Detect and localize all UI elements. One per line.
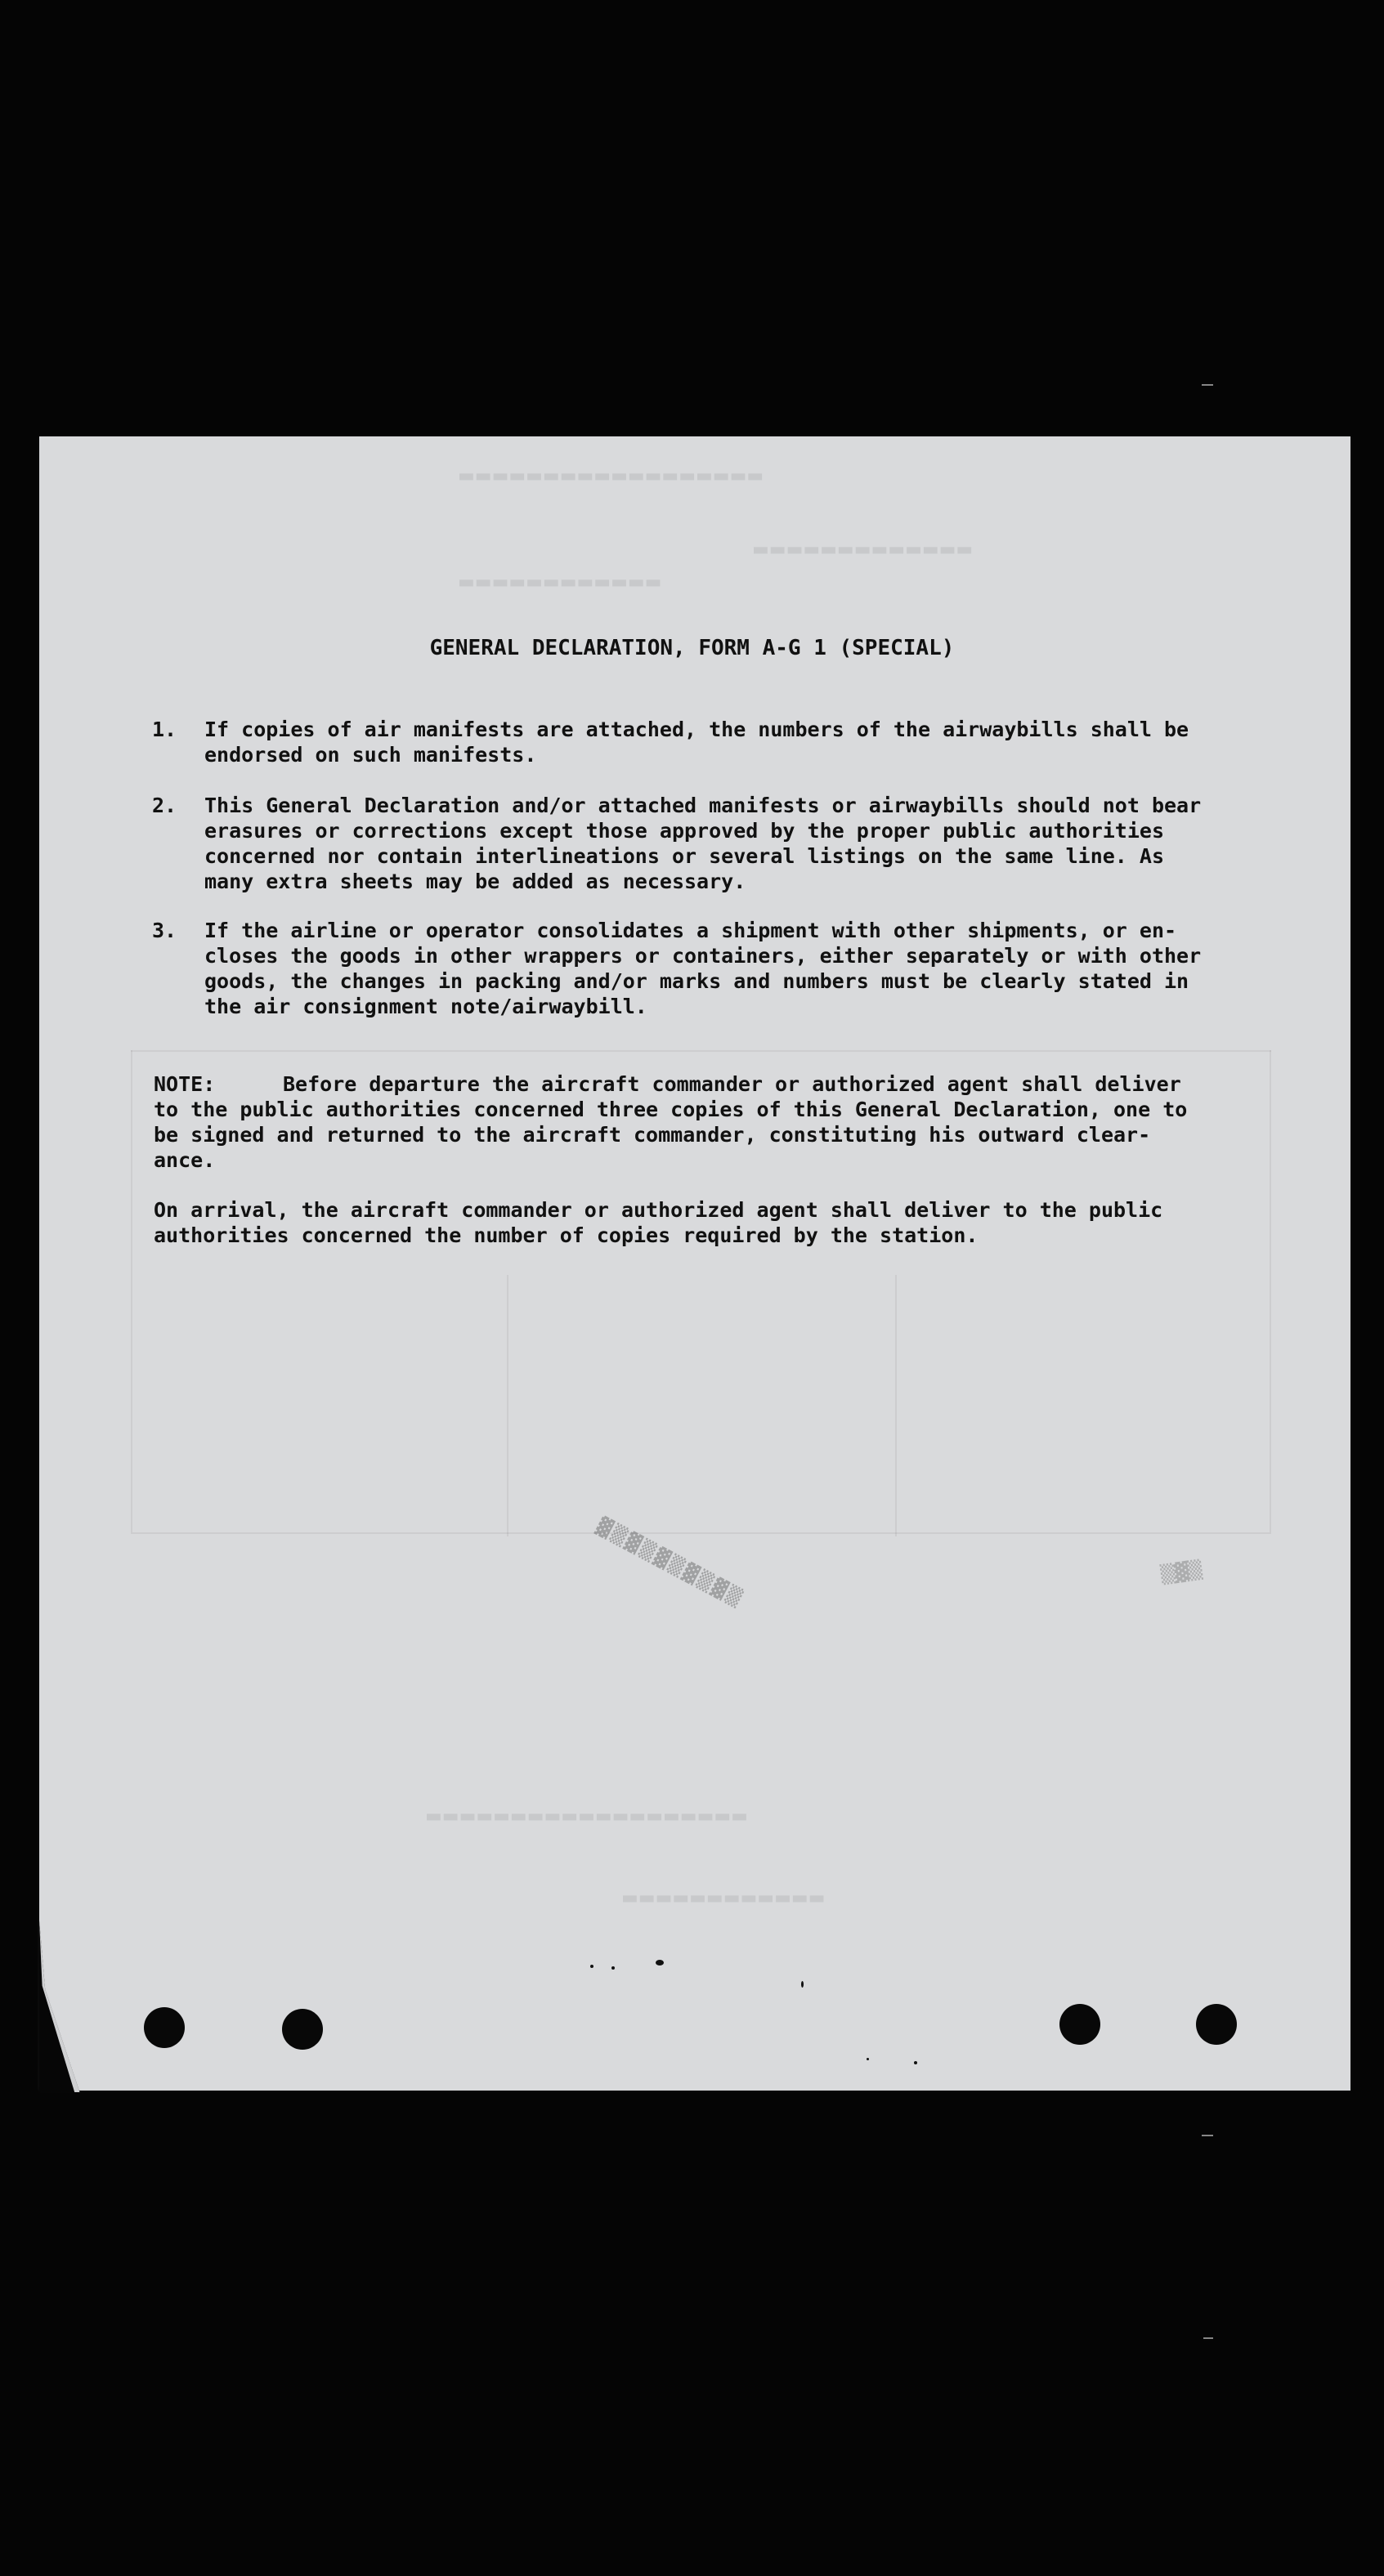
ink-speck — [914, 2061, 917, 2064]
list-item — [152, 793, 1239, 894]
note-label: NOTE: — [154, 1072, 216, 1096]
faint-mark: ▒▓▒ — [1159, 1559, 1204, 1586]
ink-speck — [801, 1981, 804, 1988]
border-mark — [1202, 384, 1213, 386]
item-number: 2. — [152, 794, 177, 817]
reverse-bleed-line — [131, 1050, 1271, 1052]
ink-speck — [590, 1965, 593, 1968]
reverse-bleed: ▬▬▬▬▬▬▬▬▬▬▬▬▬▬▬▬▬▬ — [458, 466, 764, 486]
punch-hole — [1059, 2004, 1100, 2045]
border-mark — [1203, 2337, 1213, 2339]
item-text: This General Declaration and/or attached manifests or airwaybills should not bear erasures or corrections except those approved by the proper public authorities concerned nor contain interlineations or several listings on the same line. As many extra sheets may be added as necessary. — [204, 794, 1202, 893]
reverse-bleed: ▬▬▬▬▬▬▬▬▬▬▬▬ — [621, 1888, 826, 1908]
punch-hole — [144, 2007, 185, 2048]
reverse-bleed-line — [131, 1050, 132, 1532]
item-number: 3. — [152, 919, 177, 942]
reverse-bleed: ▬▬▬▬▬▬▬▬▬▬▬▬▬ — [752, 539, 974, 560]
note-text: Before departure the aircraft commander or authorized agent shall deliver to the public authorities concerned three copies of this General Declaration, one to be signed and returned to the aircraft commander, constituting his outward clear- ance. — [154, 1072, 1188, 1172]
list-item — [152, 918, 1239, 1019]
reverse-bleed: ▬▬▬▬▬▬▬▬▬▬▬▬▬▬▬▬▬▬▬ — [425, 1806, 748, 1827]
faint-stamp: ▓▒▓▒▓▒▓▒▓▒ — [593, 1515, 747, 1611]
reverse-bleed-line — [507, 1275, 508, 1536]
reverse-bleed-line — [895, 1275, 897, 1536]
item-text: If the airline or operator consolidates a shipment with other shipments, or en- closes the goods in other wrappers or containers, either separately or with other goods, the changes in packing and/or marks and numbers must be clearly stated in the air consignment note/airwaybill. — [204, 919, 1202, 1018]
list-item — [152, 717, 1239, 767]
arrival-note: On arrival, the aircraft commander or authorized agent shall deliver to the public authorities concerned the number of copies required by the station. — [154, 1198, 1163, 1247]
page-title: GENERAL DECLARATION, FORM A-G 1 (SPECIAL) — [429, 636, 955, 660]
reverse-bleed-line — [1270, 1050, 1271, 1532]
item-number: 1. — [152, 718, 177, 741]
document-page — [39, 436, 1350, 2091]
border-mark — [1202, 2135, 1213, 2136]
reverse-bleed-line — [131, 1532, 1271, 1534]
reverse-bleed: ▬▬▬▬▬▬▬▬▬▬▬▬ — [458, 572, 662, 593]
item-text: If copies of air manifests are attached, the numbers of the airwaybills shall be endorsed on such manifests. — [204, 718, 1189, 767]
ink-speck — [656, 1960, 664, 1966]
punch-hole — [282, 2009, 323, 2050]
ink-speck — [867, 2058, 869, 2060]
ink-speck — [611, 1966, 615, 1970]
note-block — [154, 1071, 1241, 1173]
punch-hole — [1196, 2004, 1237, 2045]
